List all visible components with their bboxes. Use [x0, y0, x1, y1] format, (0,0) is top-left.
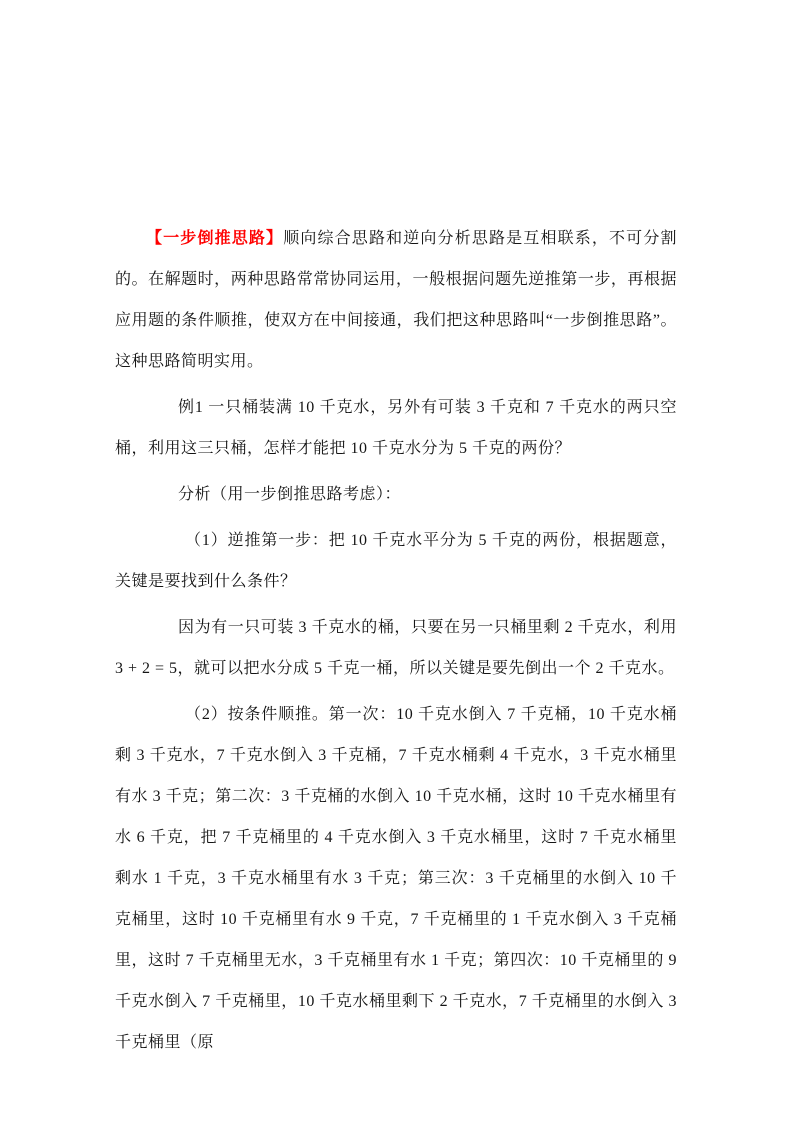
reasoning-paragraph: 因为有一只可装 3 千克水的桶，只要在另一只桶里剩 2 千克水，利用 3 + 2 = 5，就可以把水分成 5 千克一桶，所以关键是要先倒出一个 2 千克水。: [115, 619, 677, 677]
intro-paragraph: [115, 218, 677, 382]
forward-steps-paragraph: （2）按条件顺推。第一次：10 千克水倒入 7 千克桶，10 千克水桶剩 3 千克水，7 千克水倒入 3 千克桶，7 千克水桶剩 4 千克水，3 千克水桶里有水 3 千克；第二次：3 千克桶的水倒入 10 千克水桶，这时 10 千克水桶里有水 6 千克，把 7 千克桶里的 4 千克水倒入 3 千克水桶里，这时 7 千克水桶里剩水 1 千克，3 千克水桶里有水 3 千克；第三次：3 千克桶里的水倒入 10 千克桶里，这时 10 千克桶里有水 9 千克，7 千克桶里的 1 千克水倒入 3 千克桶里，这时 7 千克桶里无水，3 千克桶里有水 1 千克；第四次：10 千克桶里的 9 千克水倒入 7 千克桶里，10 千克水桶里剩下 2 千克水，7 千克桶里的水倒入 3 千克桶里（原: [115, 706, 677, 1051]
analysis-heading-paragraph: 分析（用一步倒推思路考虑）：: [178, 486, 402, 503]
reverse-step-paragraph: （1）逆推第一步：把 10 千克水平分为 5 千克的两份，根据题意，关键是要找到什么条件？: [115, 532, 677, 590]
highlight-term: 【一步倒推思路】: [146, 230, 284, 247]
example-1-paragraph: 例1 一只桶装满 10 千克水，另外有可装 3 千克和 7 千克水的两只空桶，利用这三只桶，怎样才能把 10 千克水分为 5 千克的两份？: [115, 399, 677, 457]
intro-paragraph-text: 顺向综合思路和逆向分析思路是互相联系，不可分割的。在解题时，两种思路常常协同运用，一般根据问题先逆推第一步，再根据应用题的条件顺推，使双方在中间接通，我们把这种思路叫“一步倒推思路”。这种思路简明实用。: [115, 230, 677, 370]
